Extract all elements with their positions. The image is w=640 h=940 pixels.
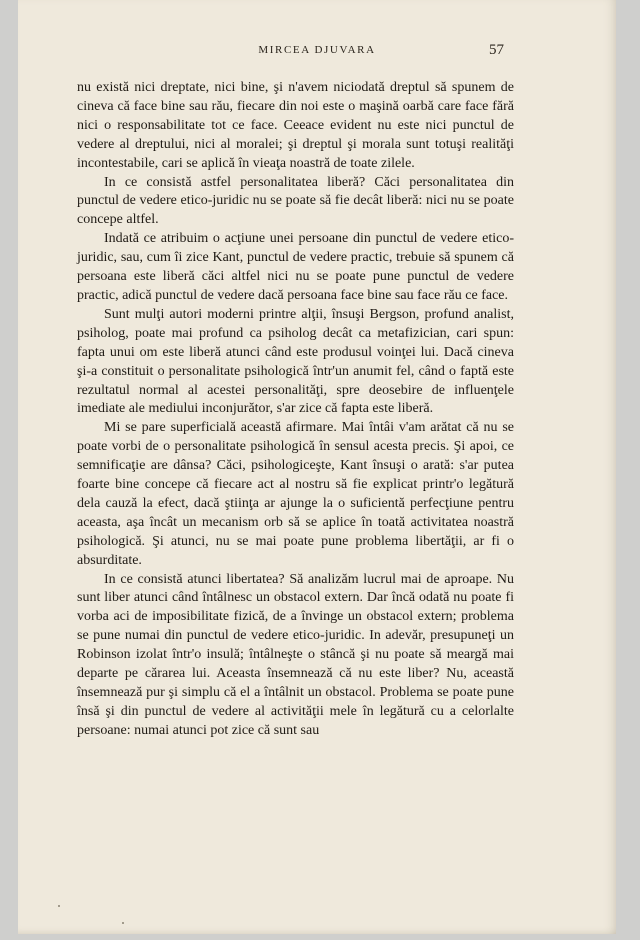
paragraph: nu există nici dreptate, nici bine, şi n'avem niciodată dreptul să spunem de cineva că face bine sau rău, fiecare din noi este o maşină oarbă care face fără nici o responsabilitate tot ce face. Ceeace evident nu este nici punctul de vedere al dreptului, nici al moralei; şi dreptul şi morala sunt totuşi realităţi incontestabile, cari se aplică în vieaţa noastră de toate zilele.	[77, 80, 514, 171]
body-text	[77, 79, 514, 741]
paragraph: In ce consistă astfel personalitatea liberă? Căci personalitatea din punctul de vedere etico-juridic nu se poate să fie decât liberă: nici nu se poate concepe altfel.	[77, 174, 514, 228]
running-header	[18, 40, 616, 60]
paragraph: Mi se pare superficială această afirmare. Mai întâi v'am arătat că nu se poate vorbi de o personalitate psihologică în sensul acesta precis. Şi apoi, ce semnificaţie are dânsa? Căci, psihologiceşte, Kant însuşi o arată: s'ar putea foarte bine concepe că fiecare act al nostru să fie explicat printr'o legătură dela cauză la efect, dacă ştiinţa ar ajunge la o suficientă perfecţiune pentru aceasta, aşa încât un mecanism orb să se aplice în toată activitatea noastră psihologică. Şi atunci, nu se mai poate pune problema libertăţii, ar fi o absurditate.	[77, 420, 514, 568]
paragraph: Sunt mulţi autori moderni printre alţii, însuşi Bergson, profund analist, psiholog, poate mai profund ca psiholog decât ca metafizician, cari spun: fapta unui om este liberă atunci când este produsul voinţei lui. Dacă cineva şi-a constituit o personalitate psihologică într'un anumit fel, când o faptă este rezultatul normal al acestei personalităţi, spre deosebire de influenţele imediate ale mediului inconjurător, s'ar zice că fapta este liberă.	[77, 306, 514, 417]
paper-speck	[58, 905, 60, 907]
paragraph: In ce consistă atunci libertatea? Să analizăm lucrul mai de aproape. Nu sunt liber atunci când întâlnesc un obstacol extern. Dar încă odată nu poate fi vorba aci de imposibilitate fizică, de a învinge un obstacol extern; problema se pune numai din punctul de vedere etico-juridic. In adevăr, presupuneţi un Robinson izolat într'o insulă; întâlneşte o stâncă şi nu poate să meargă mai departe pe cărarea lui. Aceasta însemnează că nu este liber? Nu, această însemnează pur şi simplu că el a întâlnit un obstacol. Problema se poate pune însă şi din punctul de vedere al activităţii mele în legătură cu a celorlalte persoane: numai atunci pot zice că sunt sau	[77, 571, 514, 738]
paper-speck	[122, 922, 124, 924]
page-number: 57	[489, 42, 504, 58]
paragraph: Indată ce atribuim o acţiune unei persoane din punctul de vedere etico-juridic, sau, cum îi zice Kant, punctul de vedere practic, trebuie să spunem că persoana este liberă căci altfel nici nu se poate pune punctul de vedere practic, adică punctul de vedere dacă persoana face bine sau face rău ce face.	[77, 231, 514, 303]
running-head-author: MIRCEA DJUVARA	[258, 44, 376, 56]
book-page	[18, 0, 616, 934]
